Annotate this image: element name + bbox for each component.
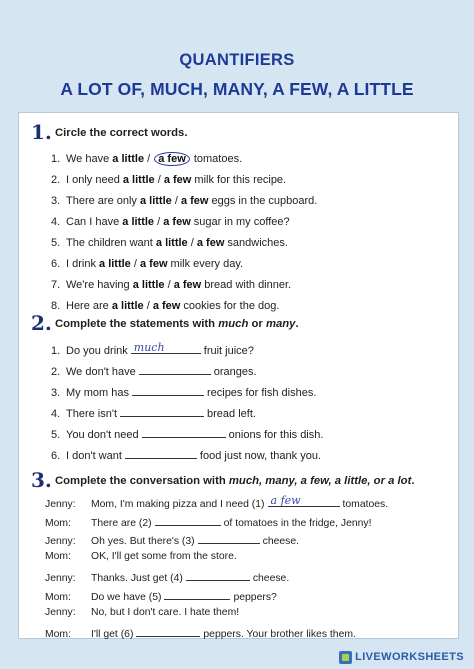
answer-blank[interactable] <box>136 625 200 637</box>
handwritten-answer: much <box>133 341 165 354</box>
answer-blank[interactable] <box>120 405 204 417</box>
answer-blank[interactable] <box>155 514 221 526</box>
answer-blank[interactable] <box>164 588 230 600</box>
exercise-item <box>51 195 317 208</box>
choice-separator: / <box>154 174 164 186</box>
choice-option[interactable]: a few <box>152 300 181 312</box>
choice-separator: / <box>187 237 197 249</box>
line-text-before: Mom, I'm making pizza and I need (1) <box>91 499 265 510</box>
item-text-before: I don't want <box>66 450 122 462</box>
page-title: QUANTIFIERS <box>179 51 295 69</box>
exercise-item <box>51 384 316 400</box>
dialogue-line <box>45 495 388 511</box>
exercise-item <box>51 300 279 313</box>
liveworksheets-logo <box>339 649 464 665</box>
choice-option[interactable]: a little <box>112 153 145 165</box>
section-number: 1. <box>31 120 52 144</box>
section-instruction: Complete the conversation with much, many, a few, a little, or a lot. <box>55 475 415 487</box>
answer-blank[interactable] <box>198 532 260 544</box>
exercise-item <box>51 237 288 250</box>
item-text-before: Can I have <box>66 216 123 228</box>
speaker-name: Jenny: <box>45 606 76 618</box>
choice-separator: / <box>144 153 154 165</box>
item-number: 4. <box>51 216 61 228</box>
dialogue-line <box>45 625 356 641</box>
choice-option[interactable]: a little <box>122 216 155 228</box>
item-text-before: Here are <box>66 300 112 312</box>
item-text-after: recipes for fish dishes. <box>206 387 317 399</box>
answer-blank[interactable] <box>268 495 340 507</box>
exercise-item <box>51 447 321 463</box>
item-number: 6. <box>51 258 61 270</box>
choice-option[interactable]: a few <box>173 279 202 291</box>
item-number: 5. <box>51 429 61 441</box>
item-number: 3. <box>51 387 61 399</box>
choice-option[interactable]: a few <box>163 174 192 186</box>
line-text-before: Thanks. Just get (4) <box>91 573 183 585</box>
item-number: 7. <box>51 279 61 291</box>
item-text-after: bread left. <box>207 408 256 420</box>
line-text-after: of tomatoes in the fridge, Jenny! <box>223 517 372 529</box>
dialogue-line <box>45 514 372 530</box>
speaker-name: Jenny: <box>45 536 76 548</box>
choice-option[interactable]: a little <box>132 279 165 291</box>
section-instruction: Circle the correct words. <box>55 127 188 139</box>
dialogue-line <box>45 569 289 585</box>
page-subtitle: A LOT OF, MUCH, MANY, A FEW, A LITTLE <box>60 79 414 99</box>
choice-option[interactable]: a few <box>180 195 209 207</box>
item-text-before: We have <box>66 153 113 165</box>
choice-separator: / <box>143 300 153 312</box>
item-text-before: You don't need <box>66 429 139 441</box>
exercise-item <box>51 153 242 166</box>
answer-blank[interactable] <box>142 426 226 438</box>
choice-option[interactable]: a few <box>163 216 191 228</box>
choice-option[interactable]: a little <box>155 237 188 249</box>
exercise-item <box>51 174 286 187</box>
item-number: 1. <box>51 153 61 165</box>
line-text-before: I'll get (6) <box>91 629 134 641</box>
item-text-after: tomatoes. <box>190 153 243 165</box>
exercise-item <box>51 405 256 421</box>
footer <box>0 643 474 669</box>
dialogue-line <box>45 588 277 604</box>
speaker-name: Mom: <box>45 550 71 562</box>
choice-separator: / <box>164 279 174 291</box>
choice-option[interactable]: a little <box>139 195 172 207</box>
line-text-after: tomatoes. <box>342 499 389 510</box>
choice-option[interactable]: a few <box>196 237 225 249</box>
line-text-after: peppers. Your brother likes them. <box>203 629 356 641</box>
exercise-item <box>51 363 257 379</box>
item-number: 5. <box>51 237 61 249</box>
answer-blank[interactable] <box>131 342 201 354</box>
item-text-before: My mom has <box>66 387 129 399</box>
dialogue-line <box>45 532 299 548</box>
brand-name: LIVEWORKSHEETS <box>355 651 464 663</box>
choice-option[interactable]: a few <box>139 258 168 270</box>
item-text-after: cookies for the dog. <box>180 300 280 312</box>
item-text-after: sugar in my coffee? <box>190 216 290 228</box>
choice-option[interactable]: a few <box>154 152 190 166</box>
choice-separator: / <box>130 258 140 270</box>
item-number: 2. <box>51 366 61 378</box>
item-text-after: bread with dinner. <box>201 279 292 291</box>
item-number: 1. <box>51 345 61 357</box>
dialogue-line <box>45 607 239 619</box>
section-number: 3. <box>31 468 52 492</box>
handwritten-answer: a few <box>270 494 301 507</box>
answer-blank[interactable] <box>125 447 197 459</box>
exercise-item <box>51 426 323 442</box>
item-text-before: There isn't <box>66 408 118 420</box>
item-number: 2. <box>51 174 61 186</box>
item-text-before: The children want <box>66 237 156 249</box>
choice-option[interactable]: a little <box>111 300 144 312</box>
section-instruction: Complete the statements with much or many. <box>55 318 299 330</box>
exercise-item <box>51 342 254 358</box>
item-text-before: There are only <box>66 195 140 207</box>
section-number: 2. <box>31 311 52 335</box>
item-text-after: milk for this recipe. <box>191 174 287 186</box>
item-text-after: fruit juice? <box>203 345 254 357</box>
item-text-before: We're having <box>66 279 133 291</box>
item-text-after: sandwiches. <box>224 237 288 249</box>
line-text-before: No, but I don't care. I hate them! <box>91 606 240 618</box>
worksheet-card <box>18 112 459 639</box>
line-text-before: There are (2) <box>91 517 152 529</box>
item-text-before: I drink <box>66 258 100 270</box>
answer-blank[interactable] <box>132 384 204 396</box>
dialogue-line <box>45 551 237 563</box>
liveworksheets-logo-icon <box>339 651 352 664</box>
header <box>0 50 474 100</box>
item-text-after: milk every day. <box>167 258 244 270</box>
answer-blank[interactable] <box>186 569 250 581</box>
item-text-after: eggs in the cupboard. <box>208 195 318 207</box>
exercise-item <box>51 216 290 229</box>
item-text-after: food just now, thank you. <box>199 450 322 462</box>
line-text-after: cheese. <box>262 536 300 548</box>
choice-separator: / <box>154 216 164 228</box>
exercise-item <box>51 279 291 292</box>
line-text-before: Oh yes. But there's (3) <box>91 536 195 548</box>
speaker-name: Jenny: <box>45 499 76 510</box>
item-number: 4. <box>51 408 61 420</box>
line-text-after: cheese. <box>252 573 290 585</box>
speaker-name: Mom: <box>45 592 71 603</box>
exercise-item <box>51 258 243 271</box>
answer-blank[interactable] <box>139 363 211 375</box>
item-number: 3. <box>51 195 61 207</box>
speaker-name: Mom: <box>45 517 71 529</box>
item-text-after: onions for this dish. <box>228 429 324 441</box>
choice-separator: / <box>171 195 181 207</box>
line-text-before: Do we have (5) <box>91 592 162 603</box>
speaker-name: Jenny: <box>45 573 76 585</box>
item-number: 8. <box>51 300 61 312</box>
item-text-before: Do you drink <box>66 345 128 357</box>
speaker-name: Mom: <box>45 629 71 641</box>
choice-option[interactable]: a little <box>122 174 155 186</box>
line-text-before: OK, I'll get some from the store. <box>91 550 237 562</box>
item-text-before: I only need <box>66 174 123 186</box>
item-number: 6. <box>51 450 61 462</box>
choice-option[interactable]: a little <box>99 258 131 270</box>
item-text-before: We don't have <box>66 366 136 378</box>
item-text-after: oranges. <box>213 366 257 378</box>
line-text-after: peppers? <box>233 592 277 603</box>
